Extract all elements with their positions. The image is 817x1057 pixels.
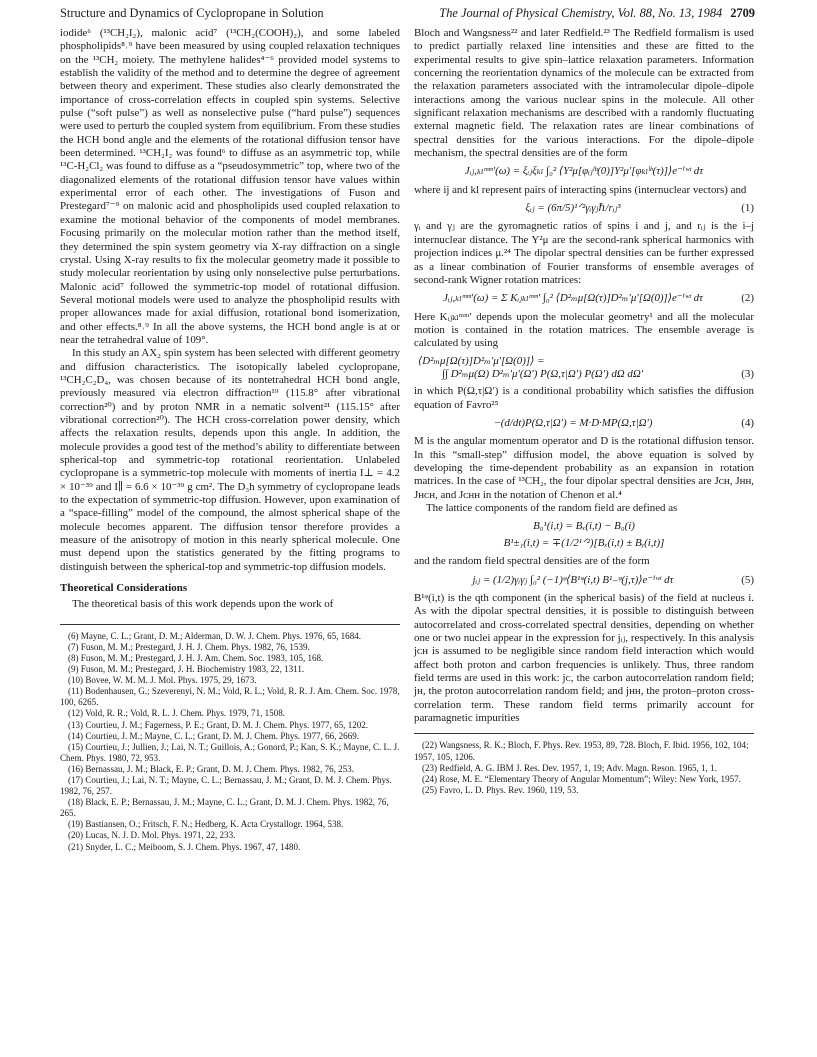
equation-number: (1) — [741, 202, 754, 215]
paragraph: iodide⁶ (¹³CH₂I₂), malonic acid⁷ (¹³CH₂(COOH)₂), and some labeled phospholipids⁸˒⁹ have been measured by using coupled relaxation techniques on the ¹³CH₂ moiety. The methylene halides⁴⁻⁶ provided model systems to establish the validity of the method and to determine the degree of agreement between theory and experiment. These studies also clearly demonstrated the importance of cross-correlation effects in coupled spin systems. Selective pulse (“soft pulse”) as well as nonselective pulse (“hard pulse”) sequences were used to perturb the coupled system from equilibrium. From these studies the HCH bond angle and the elements of the rotational diffusion tensor have been determined. ¹³CH₂I₂ was found⁶ to diffuse as an asymmetric top, while ¹³C-H₂Cl₂ was found to diffuse as a “pseudosymmetric” top, where two of the diagonalized elements of the rotational diffusion tensor have values within experimental error of each other. The investigations of Fuson and Prestegard⁷⁻⁹ on malonic acid and phospholipids used coupled relaxation to examine the motional behavior of the components of model membranes. Focusing primarily on the molecular motion rather than the method itself, they determined the spin system geometry via X-ray diffraction on a single crystal. Using X-ray results to fix the molecular geometry made it possible to study molecular reorientation by using only nonselective pulse perturbations. Malonic acid⁷ followed the symmetric-top model of rotational diffusion. Several motional models were used to analyze the phospholipid results with proper allowances made for axial diffusion, rotational bond isomerization, and other effects.⁸˒⁹ In all the above systems, the HCH bond angle is at or near the tetrahedral value of 109°. — [60, 27, 400, 346]
reference: (22) Wangsness, R. K.; Bloch, F. Phys. Rev. 1953, 89, 728. Bloch, F. Ibid. 1956, 102, 104; 1957, 105, 1206. — [414, 740, 749, 762]
paragraph: In this study an AX₂ spin system has been selected with different geometry and diffusion characteristics. The isotopically labeled cyclopropane, ¹³CH₂C₂D₄, was chosen because of its nontetrahedral HCH bond angle, previously measured via electron diffraction¹⁹ (115.8° after vibrational correction²⁰) and by proton NMR in a nematic solvent²¹ (115.15° after vibrational correction²⁰). The HCH cross-correlation power density, which affects the relaxation results, depends upon this angle. In addition, the molecule provides a good test of the method’s ability to differentiate between spherical-top and symmetric-top rotational reorientation. Unlabeled cyclopropane is a symmetric-top molecule with moments of inertia I⊥ = 4.2 × 10⁻³⁹ and I∥ = 6.6 × 10⁻³⁹ g cm². The D₃h symmetry of cyclopropane leads to the expectation of symmetric-top diffusion. However, upon examination of a “space-filling” model of the compound, the almost spherical shape of the molecule becomes apparent. The diffusion tensor therefore provides a measure of the anisotropy of motion in this nearly spherical molecule. One must depend upon the statistics generated by the fitting programs to distinguish between the spherical-top and symmetric-top diffusion models. — [60, 347, 400, 573]
equation-4 — [414, 417, 754, 430]
paragraph: Bloch and Wangsness²² and later Redfield.²³ The Redfield formalism is used to predict partially relaxed line intensities and these are fitted to the experimental results to give spin–lattice relaxation parameters. Information concerning the reorientation dynamics of the molecule can be extracted from the relaxation parameters associated with the intramolecular dipole–dipole interactions among the various nuclear spins in the molecule. All other significant relaxation mechanisms are described with a randomly fluctuating external magnetic field. The relaxation rates are linear combinations of spectral densities for the various interactions. For the dipole–dipole mechanism, the spectral densities are of the form — [414, 27, 754, 160]
reference: (9) Fuson, M. M.; Prestegard, J. H. Biochemistry 1983, 22, 1311. — [68, 664, 305, 675]
running-head-right — [439, 6, 755, 21]
references-left — [60, 624, 400, 853]
reference: (11) Bodenhausen, G.; Szeverenyi, N. M.; Vold, R. L.; Vold, R. R. J. Am. Chem. Soc. 1978, 100, 6265. — [60, 686, 400, 708]
reference: (17) Courtieu, J.; Lai, N. T.; Mayne, C. L.; Bernassau, J. M.; Grant, D. M. J. Chem. Phys. 1982, 76, 257. — [60, 775, 392, 797]
reference: (6) Mayne, C. L.; Grant, D. M.; Alderman, D. W. J. Chem. Phys. 1976, 65, 1684. — [68, 630, 362, 641]
paragraph: Here Kᵢⱼₖₗᵐᵐ′ depends upon the molecular geometry¹ and all the molecular motion is contained in the rotation matrices. The ensemble average is calculated by using — [414, 310, 754, 350]
paragraph: in which P(Ω,τ|Ω′) is a conditional probability which satisfies the diffusion equation of Favro²⁵ — [414, 385, 754, 411]
equation-5 — [414, 574, 754, 587]
reference: (16) Bernassau, J. M.; Black, E. P.; Grant, D. M. J. Chem. Phys. 1982, 76, 253. — [68, 763, 354, 774]
equation-body: ∫∫ D²ₘμ(Ω) D²ₘ′μ′(Ω′) P(Ω,τ|Ω′) P(Ω′) dΩ dΩ′ — [442, 367, 644, 380]
reference: (14) Courtieu, J. M.; Mayne, C. L.; Grant, D. M. J. Chem. Phys. 1977, 66, 2669. — [68, 730, 359, 741]
reference: (24) Rose, M. E. “Elementary Theory of Angular Momentum”; Wiley: New York, 1957. — [422, 773, 741, 784]
equation-number: (3) — [741, 367, 754, 380]
equation-body: jᵢⱼ = (1/2)γᵢγⱼ ∫₀² (−1)ᵠ⟨B¹ᵠ(i,t) B¹₋ᵠ(j,τ)⟩e⁻ⁱʷᵗ dτ — [472, 573, 674, 586]
reference: (15) Courtieu, J.; Jullien, J.; Lai, N. T.; Guillois, A.; Gonord, P.; Kan, S. K.; Mayne, C. L. J. Chem. Phys. 1980, 72, 953. — [60, 741, 400, 763]
reference: (25) Favro, L. D. Phys. Rev. 1960, 119, 53. — [422, 784, 579, 795]
equation-body: −(d/dt)P(Ω,τ|Ω′) = M·D·MP(Ω,τ|Ω′) — [493, 416, 653, 429]
journal-citation: The Journal of Physical Chemistry, Vol. 88, No. 13, 1984 — [439, 6, 723, 20]
paragraph: B¹ᵠ(i,t) is the qth component (in the spherical basis) of the field at nucleus i. As with the dipolar spectral densities, it is possible to distinguish between autocorrelated and cross-correlated spectral densities, depending on whether one or two nuclei appear in the expression for jᵢⱼ, respectively. In this analysis jᴄʜ is assumed to be negligible since random field interaction which would affect both proton and carbon frequencies is unlikely. Thus, three random field terms are used in this work: jᴄ, the carbon autocorrelation random field; jʜ, the proton autocorrelation random field; and jʜʜ, the proton–proton cross-correlation term. These random field terms primarily account for paramagnetic impurities — [414, 592, 754, 725]
paragraph: γᵢ and γⱼ are the gyromagnetic ratios of spins i and j, and rᵢⱼ is the i–j internuclear distance. The Y²μ are the second-rank spherical harmonics with projection indices μ.²⁴ The dipolar spectral densities can be further expressed as a linear combination of Fourier transforms of ensemble averages of second-rank Wigner rotation matrices: — [414, 220, 754, 286]
equation-line: B¹±₁(i,t) = ∓(1/2¹ᐟ²)[Bₓ(i,t) ± Bᵧ(i,t)] — [503, 537, 665, 550]
left-column — [60, 27, 400, 853]
reference: (7) Fuson, M. M.; Prestegard, J. H. J. Chem. Phys. 1982, 76, 1539. — [68, 641, 310, 652]
equation-body: Jᵢⱼ,ₖₗᵐᵐ′(ω) = ξᵢⱼξₖₗ ∫₀² ⟨Y²μ[φᵢⱼˡᵇ(0)]Y²μ′[φₖₗˡᵇ(τ)]⟩e⁻ⁱʷᵗ dτ — [464, 165, 704, 178]
reference: (8) Fuson, M. M.; Prestegard, J. H. J. Am. Chem. Soc. 1983, 105, 168. — [68, 652, 324, 663]
equation-spectral-density — [414, 165, 754, 178]
equation-body: Jᵢⱼ,ₖₗᵐᵐ′(ω) = Σ Kᵢⱼₖₗᵐᵐ′ ∫₀² ⟨D²ₘμ[Ω(τ)]D²ₘ′μ′[Ω(0)]⟩e⁻ⁱʷᵗ dτ — [443, 292, 703, 305]
reference: (12) Vold, R. R.; Vold, R. L. J. Chem. Phys. 1979, 71, 1508. — [68, 708, 285, 719]
reference: (21) Snyder, L. C.; Meiboom, S. J. Chem. Phys. 1967, 47, 1480. — [68, 841, 301, 852]
lattice-equations — [414, 518, 754, 552]
paragraph: The theoretical basis of this work depends upon the work of — [72, 598, 334, 611]
reference: (10) Bovee, W. M. M. J. Mol. Phys. 1975, 29, 1673. — [68, 675, 257, 686]
reference: (19) Bastiansen, O.; Fritsch, F. N.; Hedberg, K. Acta Crystallogr. 1964, 538. — [68, 819, 344, 830]
section-heading: Theoretical Considerations — [60, 582, 188, 595]
reference: (20) Lucas, N. J. D. Mol. Phys. 1971, 22, 233. — [68, 830, 236, 841]
equation-2 — [414, 292, 754, 305]
reference: (18) Black, E. P.; Bernassau, J. M.; Mayne, C. L.; Grant, D. M. J. Chem. Phys. 1982, 76, 265. — [60, 797, 389, 819]
references-right — [414, 733, 754, 795]
paragraph: M is the angular momentum operator and D is the rotational diffusion tensor. In this “small-step” diffusion model, the above equation is solved by developing the time-dependent probability as an expansion in rotation matrices. In the case of ¹³CH₂, the four dipolar spectral densities are Jᴄʜ, Jʜʜ, Jʜᴄʜ, and Jᴄʜʜ in the notation of Chenon et al.⁴ — [414, 435, 754, 501]
equation-number: (2) — [741, 292, 754, 305]
equation-1 — [414, 202, 754, 215]
equation-line: ⟨D²ₘμ[Ω(τ)]D²ₘ′μ′[Ω(0)]⟩ = — [418, 354, 545, 367]
paragraph: The lattice components of the random field are defined as — [426, 502, 678, 514]
page-number: 2709 — [730, 6, 755, 20]
equation-number: (5) — [741, 573, 754, 586]
equation-body: ξᵢⱼ = (6π/5)¹ᐟ²γᵢγⱼℏ/rᵢⱼ³ — [525, 202, 621, 215]
paragraph: and the random field spectral densities are of the form — [414, 555, 650, 568]
reference: (23) Redfield, A. G. IBM J. Res. Dev. 1957, 1, 19; Adv. Magn. Reson. 1965, 1, 1. — [422, 762, 717, 773]
reference: (13) Courtieu, J. M.; Fagerness, P. E.; Grant, D. M. J. Chem. Phys. 1977, 65, 1202. — [68, 719, 369, 730]
equation-3 — [414, 355, 754, 382]
equation-line: B₀¹(i,t) = Bₓ(i,t) − B₀(i) — [533, 520, 635, 533]
equation-line — [414, 368, 754, 381]
equation-number: (4) — [741, 416, 754, 429]
running-head-left: Structure and Dynamics of Cyclopropane in Solution — [60, 6, 324, 20]
paragraph: where ij and kl represent pairs of interacting spins (internuclear vectors) and — [414, 183, 747, 196]
right-column — [414, 27, 754, 796]
